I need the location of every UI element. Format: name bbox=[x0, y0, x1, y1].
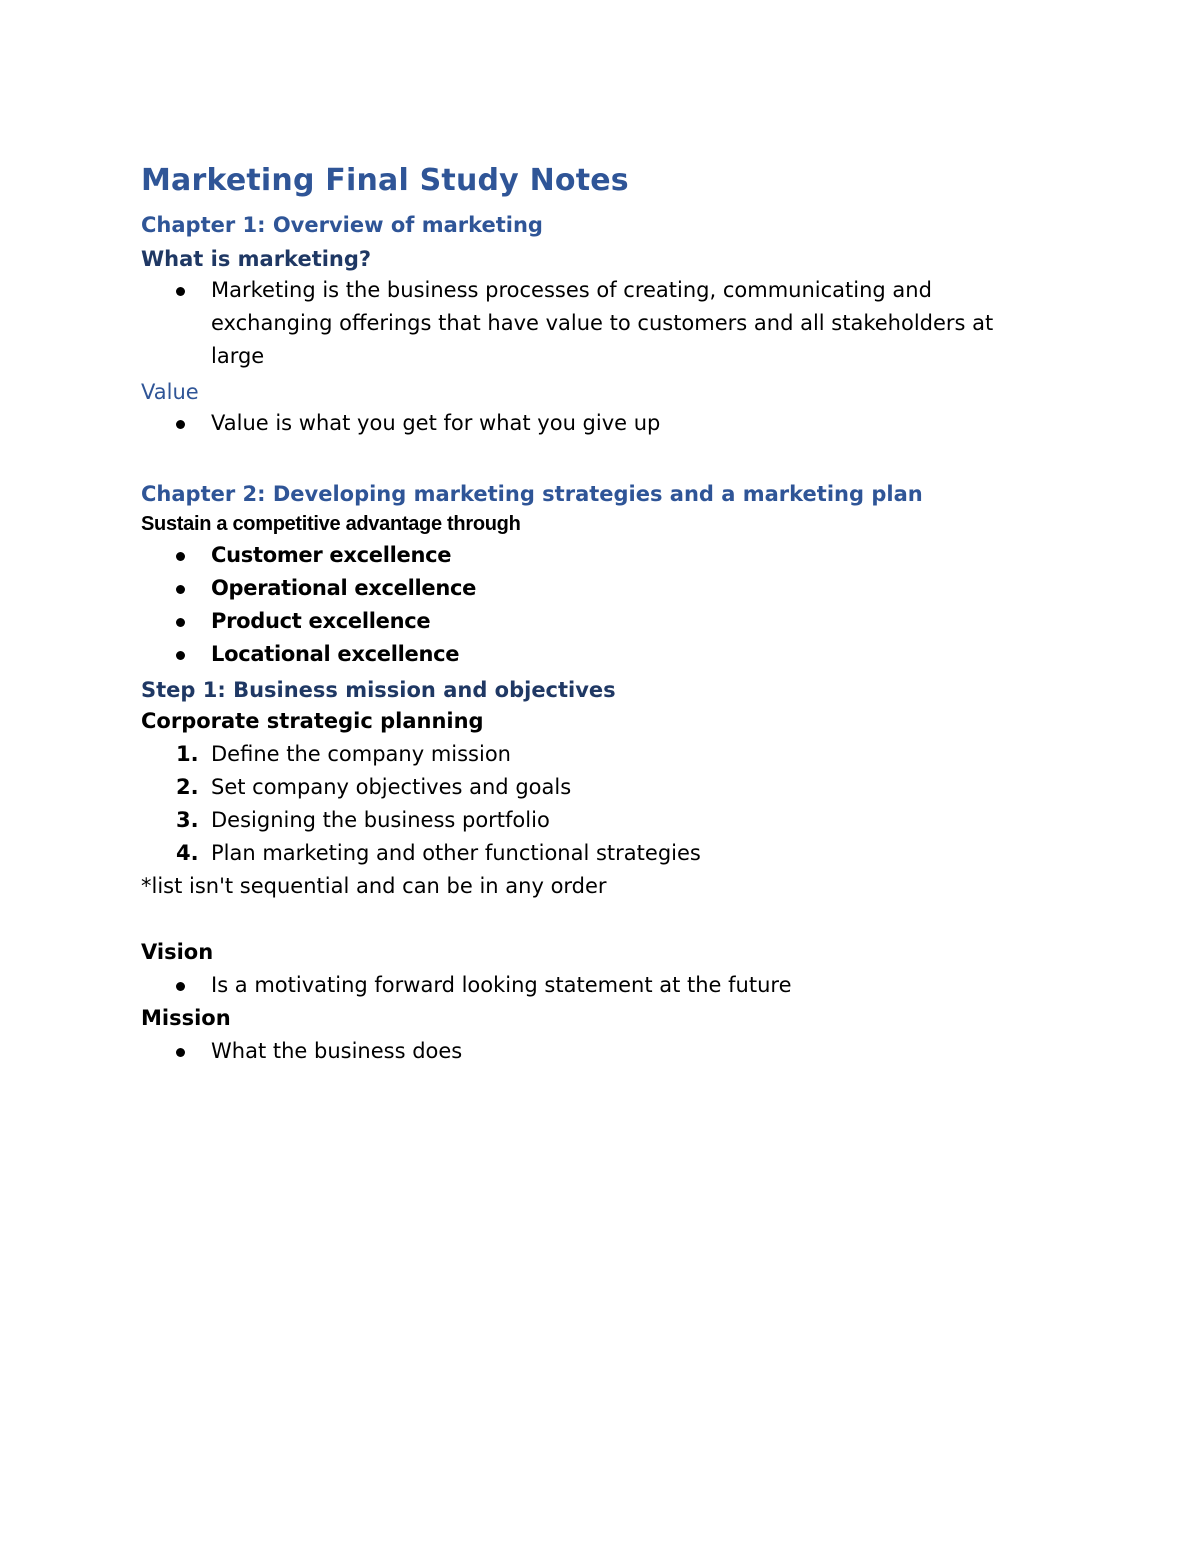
vision-heading: Vision bbox=[141, 940, 214, 964]
list-item: Customer excellence bbox=[141, 539, 1041, 572]
vision-list bbox=[141, 969, 1041, 1002]
list-item: Marketing is the business processes of creating, communicating and exchanging offerings that have value to customers and all stakeholders at large bbox=[141, 274, 1041, 373]
list-number: 3. bbox=[176, 808, 199, 832]
what-is-marketing-heading: What is marketing? bbox=[141, 247, 372, 271]
list-note: *list isn't sequential and can be in any order bbox=[141, 874, 607, 898]
bullet-icon bbox=[176, 552, 185, 561]
chapter-1-heading: Chapter 1: Overview of marketing bbox=[141, 213, 543, 237]
document-title: Marketing Final Study Notes bbox=[141, 163, 629, 198]
spacer bbox=[141, 440, 1041, 473]
bullet-icon bbox=[176, 585, 185, 594]
value-list bbox=[141, 407, 1041, 440]
corporate-planning-heading: Corporate strategic planning bbox=[141, 709, 484, 733]
mission-list bbox=[141, 1035, 1041, 1068]
sustain-advantage-lead: Sustain a competitive advantage through bbox=[141, 513, 521, 535]
list-number: 1. bbox=[176, 742, 199, 766]
list-item: 4. Plan marketing and other functional strategies bbox=[141, 837, 1041, 870]
list-item: Value is what you get for what you give up bbox=[141, 407, 1041, 440]
chapter-2-heading: Chapter 2: Developing marketing strategies and a marketing plan bbox=[141, 482, 923, 506]
list-item: Operational excellence bbox=[141, 572, 1041, 605]
list-item: Is a motivating forward looking statement at the future bbox=[141, 969, 1041, 1002]
list-item: What the business does bbox=[141, 1035, 1041, 1068]
step-1-heading: Step 1: Business mission and objectives bbox=[141, 678, 616, 702]
bullet-icon bbox=[176, 287, 185, 296]
bullet-icon bbox=[176, 1048, 185, 1057]
list-item: 1. Define the company mission bbox=[141, 738, 1041, 771]
value-heading: Value bbox=[141, 380, 199, 404]
document-page bbox=[141, 160, 1041, 1068]
list-item: Locational excellence bbox=[141, 638, 1041, 671]
bullet-icon bbox=[176, 420, 185, 429]
spacer bbox=[141, 903, 1041, 936]
list-number: 4. bbox=[176, 841, 199, 865]
bullet-icon bbox=[176, 618, 185, 627]
what-is-marketing-list bbox=[141, 274, 1041, 373]
list-number: 2. bbox=[176, 775, 199, 799]
list-item: Product excellence bbox=[141, 605, 1041, 638]
excellence-list bbox=[141, 539, 1041, 671]
list-item: 3. Designing the business portfolio bbox=[141, 804, 1041, 837]
mission-heading: Mission bbox=[141, 1006, 231, 1030]
corporate-planning-list bbox=[141, 738, 1041, 870]
bullet-icon bbox=[176, 651, 185, 660]
bullet-icon bbox=[176, 982, 185, 991]
list-item: 2. Set company objectives and goals bbox=[141, 771, 1041, 804]
